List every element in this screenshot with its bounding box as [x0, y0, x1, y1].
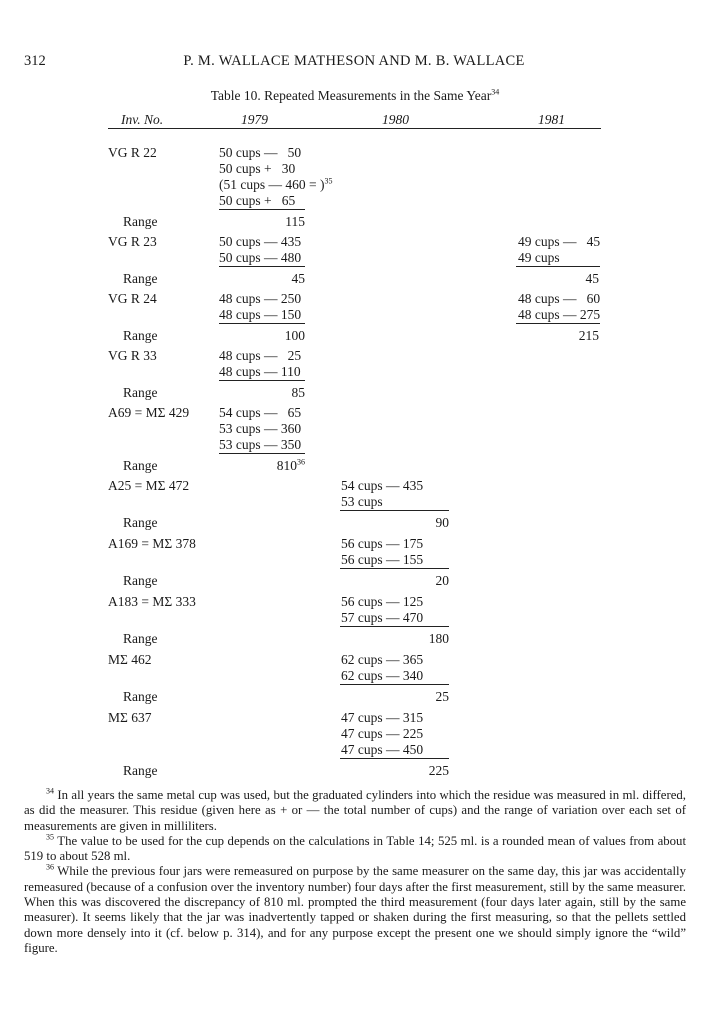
inventory-number [108, 478, 189, 494]
measurement-1980 [341, 594, 423, 610]
range-label [123, 214, 158, 230]
measurement-1979-text: 50 cups — 435 [219, 234, 302, 249]
range-value-1980-text: 225 [428, 763, 449, 778]
footnote-36 [24, 864, 686, 956]
range-label-text: Range [123, 385, 158, 400]
col-header-1979: 1979 [241, 112, 268, 127]
inventory-number [108, 234, 157, 250]
measurement-1979-text: 54 cups — 65 [219, 405, 302, 420]
range-label [123, 458, 158, 474]
footnote-34 [24, 788, 686, 834]
inventory-number [108, 536, 196, 552]
range-value-1980-text: 180 [428, 631, 449, 646]
footnote-number: 36 [46, 863, 54, 873]
range-value-1980-text: 90 [435, 515, 449, 530]
range-label [123, 631, 158, 647]
measurement-1979-text: 53 cups — 360 [219, 421, 302, 436]
measurement-1980-text: 47 cups — 315 [341, 710, 424, 725]
range-label-text: Range [123, 458, 158, 473]
measurement-1979 [219, 177, 332, 193]
range-value-1979 [292, 271, 306, 287]
range-rule [340, 568, 449, 569]
inventory-number-text: A169 = MΣ 378 [108, 536, 196, 551]
range-rule [340, 510, 449, 511]
inventory-number-text: VG R 33 [108, 348, 157, 363]
range-value-1981 [586, 271, 600, 287]
measurement-1980-text: 62 cups — 340 [341, 668, 424, 683]
inventory-number [108, 145, 157, 161]
range-label [123, 328, 158, 344]
measurement-1980 [341, 478, 423, 494]
col-header-inv-no: Inv. No. [121, 112, 164, 127]
range-label [123, 763, 158, 779]
measurement-1980-text: 57 cups — 470 [341, 610, 424, 625]
range-value-1979 [285, 328, 305, 344]
range-rule [340, 626, 449, 627]
range-value-1980 [429, 631, 449, 647]
range-label-text: Range [123, 271, 158, 286]
range-value-1981-text: 215 [578, 328, 599, 343]
range-value-1979 [277, 458, 305, 474]
measurement-1979-text: 50 cups — 480 [219, 250, 302, 265]
measurement-1981 [518, 307, 600, 324]
measurement-1979-text: 48 cups — 25 [219, 348, 302, 363]
range-label-text: Range [123, 573, 158, 588]
footnote-number: 35 [46, 832, 54, 842]
range-value-1980-text: 20 [435, 573, 449, 588]
range-value-1979 [292, 385, 306, 401]
measurement-1980-text: 53 cups [341, 494, 383, 509]
measurement-1980 [341, 742, 423, 759]
measurement-1980 [341, 610, 423, 627]
range-value-1979-text: 115 [285, 214, 305, 229]
range-rule [219, 380, 305, 381]
measurement-1981 [518, 291, 600, 307]
measurement-1979 [219, 145, 301, 161]
measurement-1979 [219, 193, 295, 210]
inventory-number-text: MΣ 637 [108, 710, 152, 725]
range-value-1981 [579, 328, 599, 344]
range-value-1979-text: 810 [276, 458, 297, 473]
page-number: 312 [24, 53, 46, 69]
measurement-1979-text: (51 cups — 460 = ) [219, 177, 325, 192]
measurement-1979 [219, 250, 301, 267]
measurement-1980-text: 56 cups — 175 [341, 536, 424, 551]
measurement-1980-text: 56 cups — 155 [341, 552, 424, 567]
measurement-1980 [341, 552, 423, 569]
range-value-1980 [436, 689, 450, 705]
table-top-rule [108, 128, 601, 129]
footnote-text: In all years the same metal cup was used, but the graduated cylinders into which the residue was measured in ml. differed, as did the measurer. This residue (given here as + or — the total number of cups) and the range of variation over each set of measurements are given in milliliters. [24, 788, 686, 833]
range-label [123, 689, 158, 705]
measurement-1979-text: 48 cups — 150 [219, 307, 302, 322]
measurement-1980 [341, 494, 383, 511]
measurement-1981-text: 48 cups — 275 [518, 307, 601, 322]
table-title-footnote-ref: 34 [491, 87, 500, 97]
measurement-1980 [341, 668, 423, 685]
measurement-1981-text: 48 cups — 60 [518, 291, 601, 306]
col-header-1981: 1981 [538, 112, 565, 127]
range-label-text: Range [123, 328, 158, 343]
measurement-1980 [341, 536, 423, 552]
inventory-number [108, 291, 157, 307]
inventory-number-text: VG R 23 [108, 234, 157, 249]
range-value-1980-text: 25 [435, 689, 449, 704]
measurement-1979 [219, 161, 295, 177]
footnote-text: While the previous four jars were remeasured on purpose by the same measurer on the same day, this jar was accidentally remeasured (because of a confusion over the inventory number) four days after the first measurement, still by the same measurer. When this was discovered the discrepancy of 810 ml. prompted the third measurement (four days later again, still by the same measurer). It seems likely that the jar was inadvertently tapped or shaken during the first measuring, so that the pellets settled down more densely into it (cf. below p. 314), and for any purpose except the present one we should simply ignore the “wild” figure. [24, 864, 686, 955]
range-value-1979 [285, 214, 305, 230]
measurement-1981-text: 49 cups [518, 250, 560, 265]
range-rule [219, 266, 305, 267]
range-label-text: Range [123, 214, 158, 229]
range-value-1979-text: 100 [284, 328, 305, 343]
measurement-1979 [219, 364, 301, 381]
range-rule [340, 684, 449, 685]
measurement-1980 [341, 726, 423, 742]
measurement-1980-text: 56 cups — 125 [341, 594, 424, 609]
range-label [123, 515, 158, 531]
inventory-number-text: A183 = MΣ 333 [108, 594, 196, 609]
range-value-1980 [436, 573, 450, 589]
inventory-number-text: VG R 24 [108, 291, 157, 306]
measurement-1979-text: 50 cups + 65 [219, 193, 296, 208]
inventory-number [108, 348, 157, 364]
range-rule [340, 758, 449, 759]
measurement-1979 [219, 421, 301, 437]
measurement-1979 [219, 405, 301, 421]
measurement-1979 [219, 307, 301, 324]
range-label-text: Range [123, 689, 158, 704]
measurement-1979-text: 48 cups — 250 [219, 291, 302, 306]
range-value-1981-text: 45 [585, 271, 599, 286]
measurement-1979 [219, 437, 301, 454]
footnote-text: The value to be used for the cup depends on the calculations in Table 14; 525 ml. is a rounded mean of values from about 519 to about 528 ml. [24, 833, 687, 864]
inventory-number [108, 710, 152, 726]
measurement-1980-text: 62 cups — 365 [341, 652, 424, 667]
measurement-1979 [219, 234, 301, 250]
table-title [0, 88, 710, 104]
measurement-1979-text: 48 cups — 110 [219, 364, 301, 379]
range-rule [516, 323, 600, 324]
range-rule [219, 453, 305, 454]
range-label [123, 271, 158, 287]
measurement-1981-text: 49 cups — 45 [518, 234, 601, 249]
measurement-1980 [341, 710, 423, 726]
range-label [123, 385, 158, 401]
inventory-number-text: MΣ 462 [108, 652, 152, 667]
range-label-text: Range [123, 631, 158, 646]
measurement-1979-text: 50 cups — 50 [219, 145, 302, 160]
inventory-number-text: VG R 22 [108, 145, 157, 160]
range-value-1979-text: 45 [291, 271, 305, 286]
measurement-1981 [518, 234, 600, 250]
range-rule [219, 323, 305, 324]
measurement-1981 [518, 250, 560, 267]
inventory-number [108, 594, 196, 610]
col-header-1980: 1980 [382, 112, 409, 127]
footnote-number: 34 [46, 786, 54, 796]
inventory-number-text: A69 = MΣ 429 [108, 405, 190, 420]
range-rule [516, 266, 600, 267]
footnote-ref: 35 [324, 176, 333, 186]
table-title-text: Table 10. Repeated Measurements in the Same Year [210, 88, 492, 103]
measurement-1979-text: 50 cups + 30 [219, 161, 296, 176]
range-label-text: Range [123, 515, 158, 530]
range-rule [219, 209, 305, 210]
measurement-1980-text: 47 cups — 450 [341, 742, 424, 757]
measurement-1980 [341, 652, 423, 668]
footnotes [24, 788, 686, 956]
running-head: P. M. WALLACE MATHESON AND M. B. WALLACE [183, 53, 525, 69]
range-label-text: Range [123, 763, 158, 778]
measurement-1979-text: 53 cups — 350 [219, 437, 302, 452]
range-value-1980 [429, 763, 449, 779]
range-value-1980 [436, 515, 450, 531]
inventory-number [108, 652, 152, 668]
page-header [24, 53, 684, 73]
inventory-number-text: A25 = MΣ 472 [108, 478, 190, 493]
footnote-35 [24, 834, 686, 865]
range-value-1979-text: 85 [291, 385, 305, 400]
measurement-1980-text: 54 cups — 435 [341, 478, 424, 493]
range-label [123, 573, 158, 589]
measurement-1979 [219, 348, 301, 364]
measurement-1980-text: 47 cups — 225 [341, 726, 424, 741]
inventory-number [108, 405, 189, 421]
footnote-ref: 36 [297, 457, 305, 467]
measurement-1979 [219, 291, 301, 307]
